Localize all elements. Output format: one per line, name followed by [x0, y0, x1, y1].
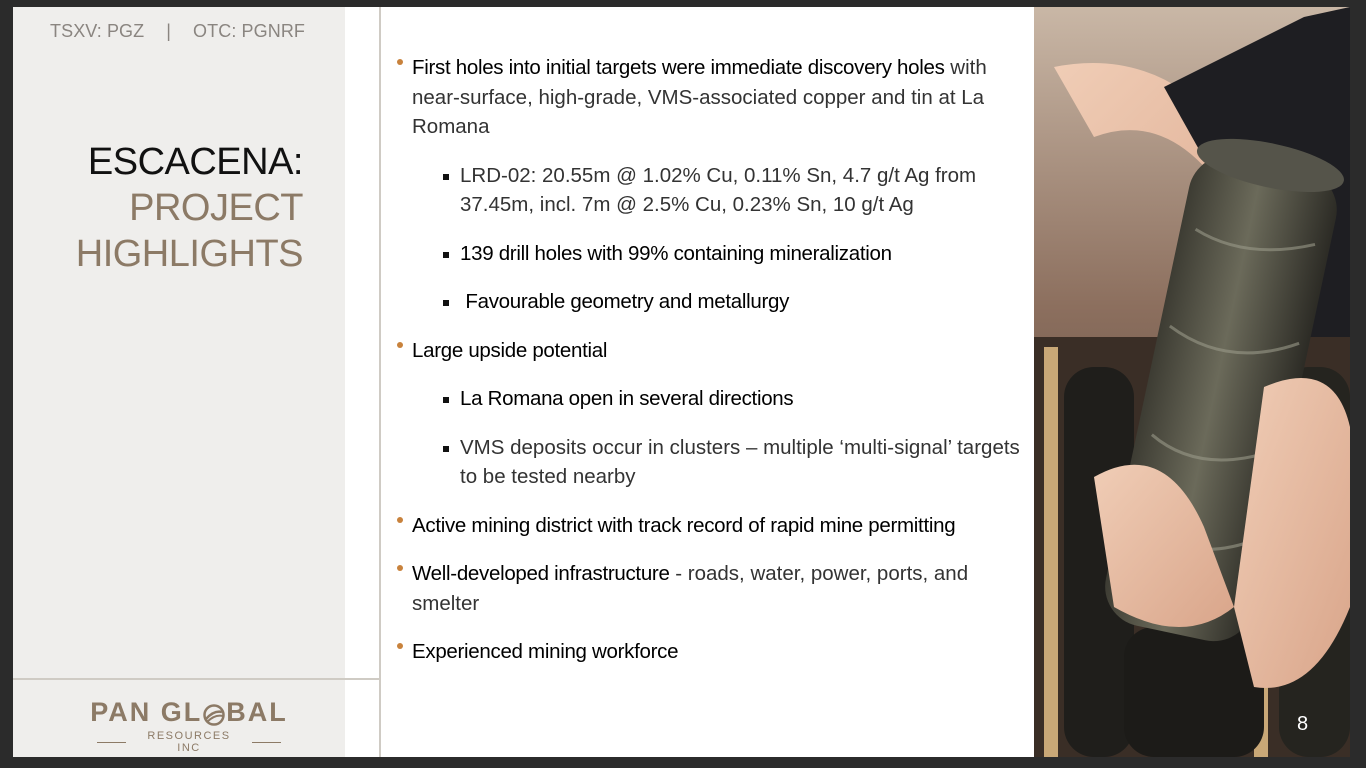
logo-subtitle [89, 730, 289, 754]
logo-wordmark [89, 697, 289, 728]
sub-bullet-lrd02-text: LRD-02: 20.55m @ 1.02% Cu, 0.11% Sn, 4.7 g/t Ag from 37.45m, incl. 7m @ 2.5% Cu, 0.23% Sn, 10 g/t Ag [460, 163, 977, 216]
title-line-1: ESCACENA: [87, 141, 303, 183]
bullet-mining-district [395, 511, 1025, 541]
logo-rule-left [97, 742, 126, 743]
bullet-upside [395, 336, 1025, 366]
sub-bullet-geometry-text: Favourable geometry and metallurgy [460, 290, 790, 313]
sub-bullet-vms-clusters [395, 433, 1025, 492]
highlights-list [395, 53, 1025, 686]
globe-icon [203, 702, 225, 724]
ticker-line [50, 21, 305, 42]
sub-bullet-lrd02 [395, 161, 1025, 220]
drill-core-photo [1034, 7, 1350, 757]
sub-bullet-drill-holes [395, 239, 1025, 269]
bullet-infrastructure-detail: - roads, water, power, ports, and smelter [412, 562, 969, 615]
bullet-infrastructure [395, 559, 1025, 618]
bullet-upside-text: Large upside potential [412, 338, 608, 362]
slide [13, 7, 1350, 757]
bullet-discovery-strong: First holes into initial targets were immediate discovery holes [412, 56, 945, 79]
title-line-2: PROJECT [129, 187, 303, 229]
logo-rule-right [252, 742, 281, 743]
bullet-mining-district-text: Active mining district with track record of rapid mine permitting [412, 513, 956, 537]
company-logo [89, 697, 289, 754]
title-line-3: HIGHLIGHTS [75, 233, 303, 275]
sub-bullet-geometry [395, 287, 1025, 317]
bullet-workforce [395, 637, 1025, 667]
logo-text-right: BAL [226, 697, 288, 727]
logo-text-left: PAN GL [90, 697, 203, 727]
bullet-infrastructure-strong: Well-developed infrastructure [412, 562, 670, 585]
vertical-divider [379, 7, 381, 757]
sub-bullet-drill-holes-text: 139 drill holes with 99% containing mineralization [460, 241, 892, 265]
sub-bullet-vms-clusters-text: VMS deposits occur in clusters – multiple ‘multi-signal’ targets to be tested nearby [460, 435, 1020, 488]
bullet-discovery [395, 53, 1025, 142]
footer-divider [13, 678, 381, 680]
bullet-workforce-text: Experienced mining workforce [412, 640, 679, 663]
slide-title [76, 139, 303, 277]
sub-bullet-la-romana-text: La Romana open in several directions [460, 387, 794, 410]
ticker-tsxv: TSXV: PGZ [50, 21, 145, 41]
left-panel [13, 7, 345, 757]
logo-subtitle-text: RESOURCES INC [147, 730, 231, 754]
sub-bullet-la-romana [395, 384, 1025, 414]
ticker-separator: | [166, 21, 172, 41]
bullet-discovery-detail: with near-surface, high-grade, VMS-associated copper and tin at La Romana [412, 56, 987, 138]
page-number: 8 [1297, 713, 1309, 735]
ticker-otc: OTC: PGNRF [193, 21, 306, 41]
